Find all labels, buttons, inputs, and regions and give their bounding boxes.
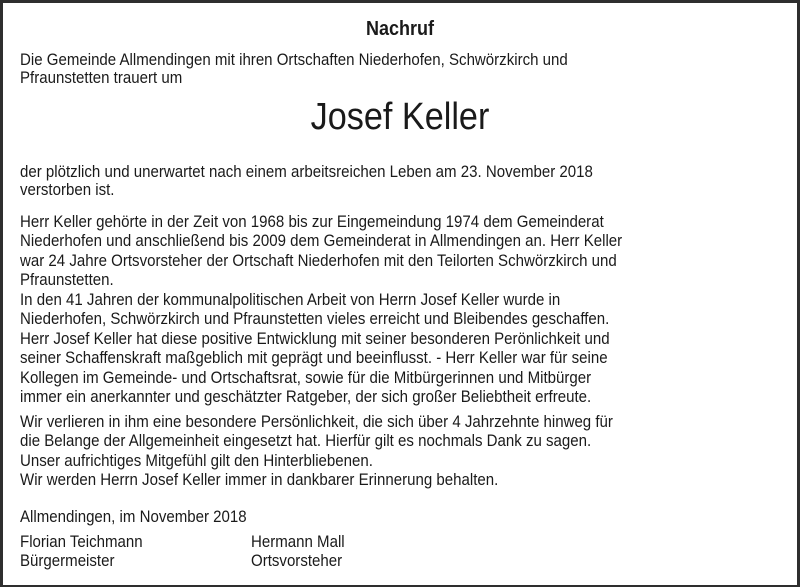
intro-line: Die Gemeinde Allmendingen mit ihren Ortschaften Niederhofen, Schwörzkirch und: [20, 50, 568, 69]
signatory-role: Ortsvorsteher: [251, 551, 343, 570]
body-line: Kollegen im Gemeinde- und Ortschaftsrat, sowie für die Mitbürgerinnen und Mitbürger: [20, 368, 592, 387]
death-line: verstorben ist.: [20, 180, 115, 199]
body-line: seiner Schaffenskraft maßgeblich mit geprägt und beeinflusst. - Herr Keller war für seine: [20, 348, 608, 367]
body-line: Niederhofen, Schwörzkirch und Pfraunstetten vieles erreicht und Bleibendes geschaffen.: [20, 309, 610, 328]
closing-line: Unser aufrichtiges Mitgefühl gilt den Hinterbliebenen.: [20, 451, 373, 470]
death-line: der plötzlich und unerwartet nach einem arbeitsreichen Leben am 23. November 2018: [20, 162, 593, 181]
closing-line: Wir verlieren in ihm eine besondere Persönlichkeit, die sich über 4 Jahrzehnte hinweg für: [20, 412, 613, 431]
closing-line: Wir werden Herrn Josef Keller immer in dankbarer Erinnerung behalten.: [20, 470, 499, 489]
signatory-name: Florian Teichmann: [20, 532, 143, 551]
place-date: Allmendingen, im November 2018: [20, 507, 247, 526]
body-line: Herr Keller gehörte in der Zeit von 1968 bis zur Eingemeindung 1974 dem Gemeinderat: [20, 212, 604, 231]
body-line: Niederhofen und anschließend bis 2009 dem Gemeinderat in Allmendingen an. Herr Keller: [20, 231, 623, 250]
deceased-name: Josef Keller: [310, 96, 490, 138]
signatory-role: Bürgermeister: [20, 551, 115, 570]
notice-title: Nachruf: [365, 18, 435, 40]
body-line: Pfraunstetten.: [20, 270, 114, 289]
body-line: Herr Josef Keller hat diese positive Entwicklung mit seiner besonderen Perönlichkeit und: [20, 329, 610, 348]
closing-line: die Belange der Allgemeinheit eingesetzt hat. Hierfür gilt es nochmals Dank zu sagen.: [20, 431, 592, 450]
body-line: In den 41 Jahren der kommunalpolitischen Arbeit von Herrn Josef Keller wurde in: [20, 290, 561, 309]
body-line: immer ein anerkannter und geschätzter Ratgeber, der sich großer Beliebtheit erfreute.: [20, 387, 592, 406]
signatory-name: Hermann Mall: [251, 532, 345, 551]
intro-line: Pfraunstetten trauert um: [20, 68, 183, 87]
body-line: war 24 Jahre Ortsvorsteher der Ortschaft Niederhofen mit den Teilorten Schwörzkirch und: [20, 251, 617, 270]
